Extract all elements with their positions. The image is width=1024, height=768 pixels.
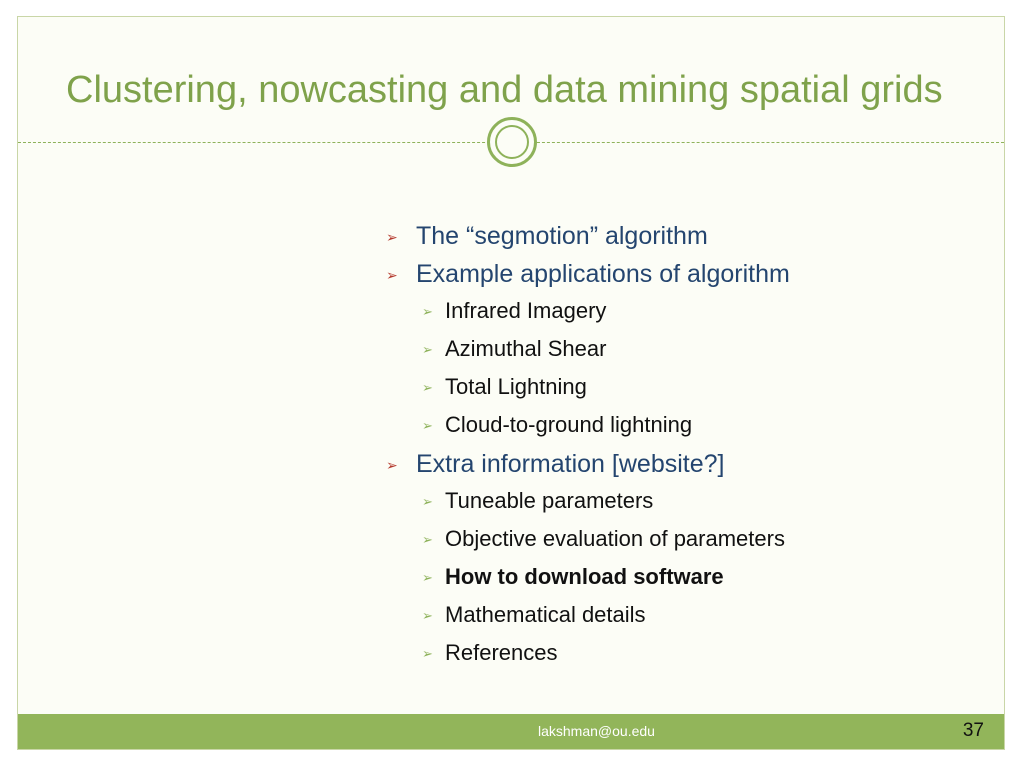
arrow-bullet-icon: ➢ [422,532,433,547]
bullet-text: The “segmotion” algorithm [416,222,708,250]
slide-frame [17,16,1005,750]
arrow-bullet-icon: ➢ [422,646,433,661]
arrow-bullet-icon: ➢ [422,570,433,585]
arrow-bullet-icon: ➢ [422,494,433,509]
footer-email: lakshman@ou.edu [538,723,655,739]
bullet-text: Infrared Imagery [445,298,607,323]
bullet-text: Azimuthal Shear [445,336,607,361]
bullet-text: Extra information [website?] [416,450,725,478]
circle-ornament-inner [495,125,529,159]
arrow-bullet-icon: ➢ [422,608,433,623]
circle-ornament-icon [487,117,537,167]
bullet-text: Objective evaluation of parameters [445,526,785,551]
bullet-text: Total Lightning [445,374,587,399]
bullet-item [386,221,790,251]
slide-title: Clustering, nowcasting and data mining spatial grids [66,69,943,111]
bullet-text: Cloud-to-ground lightning [445,412,693,437]
bullet-text: Example applications of algorithm [416,260,790,288]
footer-bar [18,714,1004,749]
sub-bullet-item [386,297,790,325]
arrow-bullet-icon: ➢ [386,267,398,283]
sub-bullet-item [386,563,790,591]
bullet-text: Tuneable parameters [445,488,654,513]
bullet-text: Mathematical details [445,602,646,627]
arrow-bullet-icon: ➢ [422,380,433,395]
sub-bullet-item [386,525,790,553]
arrow-bullet-icon: ➢ [386,457,398,473]
arrow-bullet-icon: ➢ [386,229,398,245]
sub-bullet-item [386,411,790,439]
bullet-text: References [445,640,558,665]
arrow-bullet-icon: ➢ [422,342,433,357]
sub-bullet-item [386,487,790,515]
sub-bullet-item [386,335,790,363]
sub-bullet-item [386,601,790,629]
sub-bullet-item [386,639,790,667]
bullet-item [386,259,790,289]
bullet-text: How to download software [445,564,724,589]
arrow-bullet-icon: ➢ [422,304,433,319]
sub-bullet-item [386,373,790,401]
page-number: 37 [962,720,984,741]
bullet-list [386,215,790,677]
arrow-bullet-icon: ➢ [422,418,433,433]
bullet-item [386,449,790,479]
